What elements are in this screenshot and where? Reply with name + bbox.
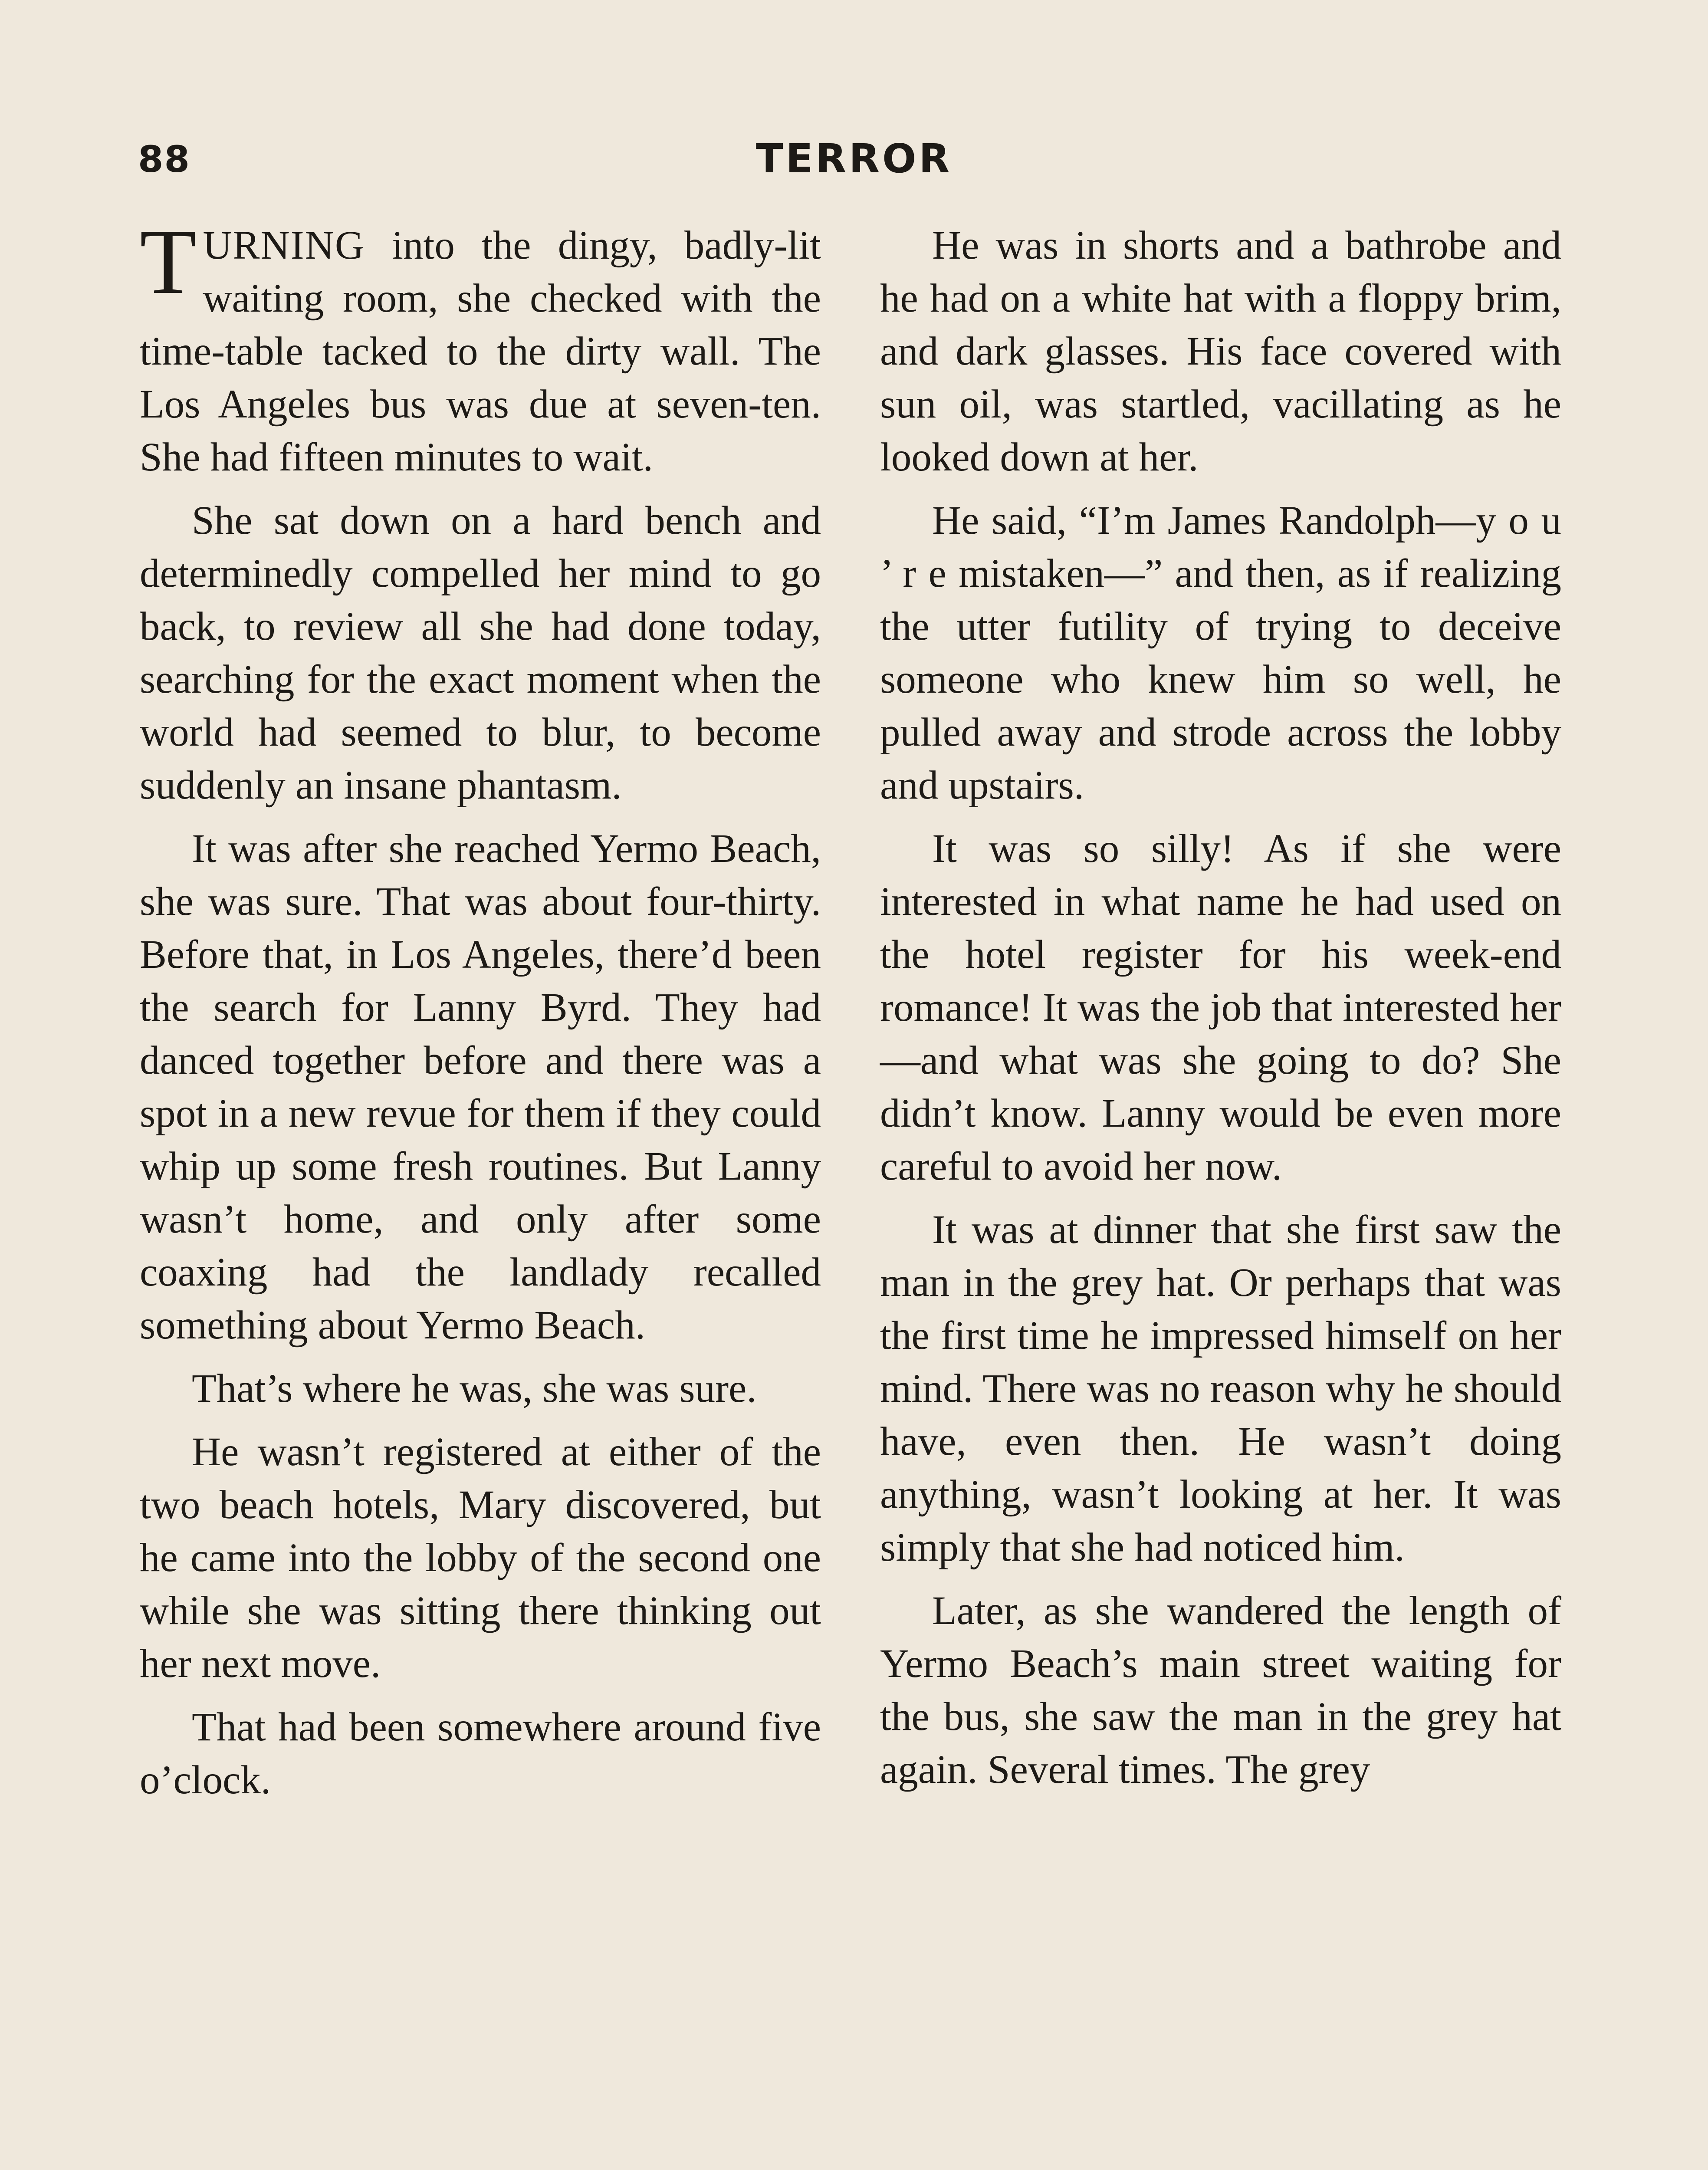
opening-smallcaps: URNING <box>203 223 365 268</box>
left-column <box>140 210 821 1817</box>
body-paragraph: He wasn’t registered at either of the two beach hotels, Mary discovered, but he came into the lobby of the second one while she was sitting there thinking out her next move. <box>140 1430 821 1686</box>
body-paragraph: It was at dinner that she first saw the man in the grey hat. Or perhaps that was the first time he impressed himself on her mind. There was no reason why he should have, even then. He wasn’t doing anything, wasn’t looking at her. It was simply that she had noticed him. <box>880 1207 1561 1570</box>
body-paragraph: She sat down on a hard bench and determinedly compelled her mind to go back, to review all she had done today, searching for the exact moment when the world had seemed to blur, to become suddenly an insane phantasm. <box>140 498 821 808</box>
body-paragraph: Later, as she wandered the length of Yermo Beach’s main street waiting for the bus, she saw the man in the grey hat again. Several times. The grey <box>880 1588 1561 1792</box>
drop-cap: T <box>140 210 197 313</box>
body-paragraph: He said, “I’m James Randolph—y o u ’ r e mistaken—” and then, as if realizing the utter futility of trying to deceive someone who knew him so well, he pulled away and strode across the lobby and upstairs. <box>880 498 1561 808</box>
body-paragraph: It was so silly! As if she were interested in what name he had used on the hotel register for his week-end romance! It was the job that interested her—and what was she going to do? She didn’t know. Lanny would be even more careful to avoid her now. <box>880 826 1561 1189</box>
body-paragraph: That’s where he was, she was sure. <box>192 1366 757 1411</box>
opening-paragraph <box>140 210 821 484</box>
running-title: TERROR <box>755 135 953 182</box>
body-paragraph: He was in shorts and a bathrobe and he had on a white hat with a floppy brim, and dark glasses. His face covered with sun oil, was startled, vacillating as he looked down at her. <box>880 223 1561 480</box>
body-paragraph: That had been somewhere around five o’clock. <box>140 1705 821 1802</box>
right-column <box>880 219 1561 1807</box>
body-paragraph: It was after she reached Yermo Beach, she was sure. That was about four-thirty. Before that, in Los Angeles, there’d been the search for Lanny Byrd. They had danced together before and there was a spot in a new revue for them if they could whip up some fresh routines. But Lanny wasn’t home, and only after some coaxing had the landlady recalled something about Yermo Beach. <box>140 826 821 1348</box>
page-number: 88 <box>138 138 191 181</box>
opening-text: into the dingy, badly-lit waiting room, she checked with the time-table tacked to the dirty wall. The Los Angeles bus was due at seven-ten. She had fifteen minutes to wait. <box>140 223 821 480</box>
